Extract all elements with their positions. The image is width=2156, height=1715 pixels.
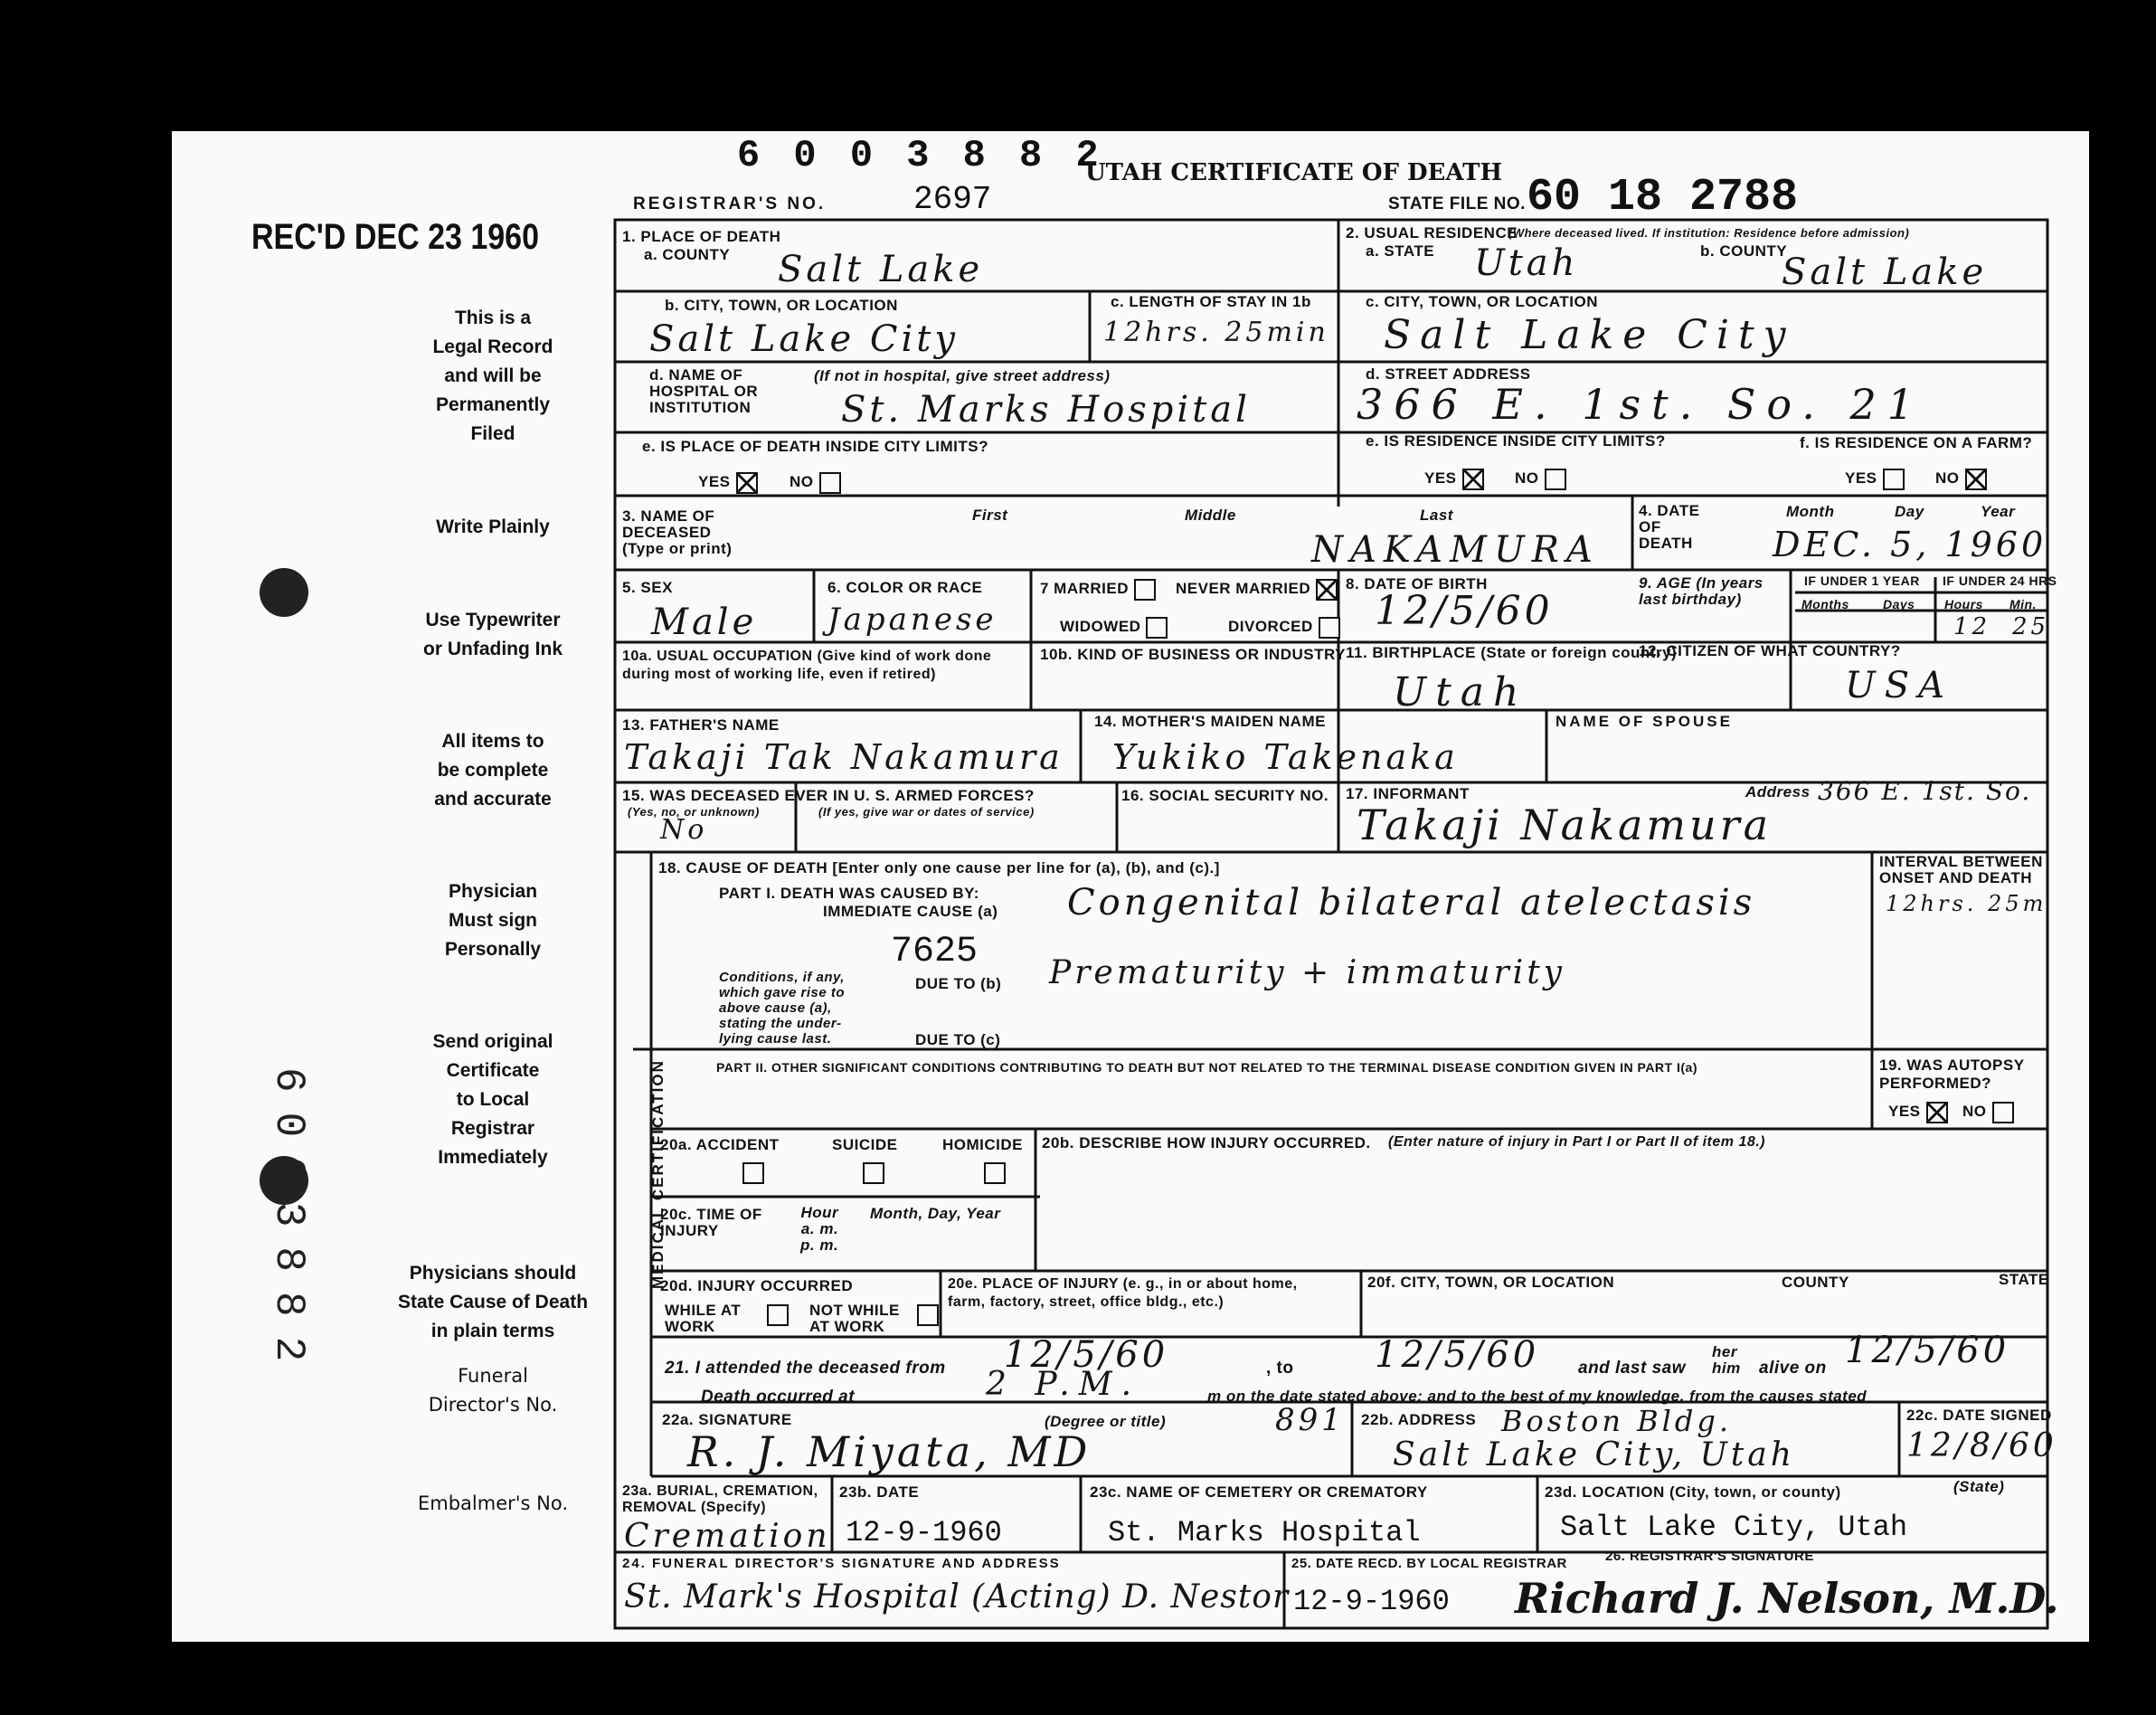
value-disposition: Cremation [624,1518,831,1555]
value-father: Takaji Tak Nakamura [624,737,1064,777]
label-name-deceased: 3. NAME OF DECEASED (Type or print) [622,507,733,557]
side-typewriter: Use Typewriter or Unfading Ink [423,610,563,659]
label-dob: 8. DATE OF BIRTH [1346,575,1488,592]
label-autopsy: 19. WAS AUTOPSY PERFORMED? [1879,1056,2025,1092]
checkbox-farm-no[interactable] [1935,469,1987,490]
label-armed-forces: 15. WAS DECEASED EVER IN U. S. ARMED FORCES? [622,787,1035,804]
checkbox-death-inside-yes[interactable] [698,472,758,494]
value-res-city: Salt Lake City [1384,312,1795,358]
value-registrar-signature: Richard J. Nelson, M.D. [1515,1574,2059,1623]
checkbox-res-inside-no[interactable] [1515,469,1566,490]
label-min: Min. [2009,597,2037,611]
value-county: Salt Lake [778,249,984,290]
value-street: 366 E. 1st. So. 21 [1357,380,1925,429]
value-cause-b: Prematurity + immaturity [1049,954,1565,991]
label-res-county: b. COUNTY [1700,242,1788,260]
value-informant-address: 366 E. 1st. So. [1818,776,2032,806]
value-death-date: DEC. 5, 1960 [1773,525,2047,564]
box-empty[interactable] [1134,579,1156,601]
value-mother: Yukiko Takenaka [1112,737,1459,777]
value-physician-signature: R. J. Miyata, MD [687,1427,1092,1476]
box-checked[interactable] [736,472,758,494]
label-describe-note: (Enter nature of injury in Part I or Part II of item 18.) [1388,1134,1766,1150]
label-interval: INTERVAL BETWEEN ONSET AND DEATH [1879,853,2043,886]
box-empty[interactable] [1545,469,1566,490]
label-month-day-year: Month, Day, Year [870,1205,1001,1222]
label-under-24: IF UNDER 24 HRS [1943,573,2057,588]
checkbox-death-inside-no[interactable] [790,472,841,494]
label-injury-city: 20f. CITY, TOWN, OR LOCATION [1367,1274,1615,1291]
label-father: 13. FATHER'S NAME [622,716,780,734]
label-alive-on: alive on [1759,1359,1827,1378]
received-stamp: REC'D DEC 23 1960 [251,217,540,257]
label-date-of-death: 4. DATE OF DEATH [1639,502,1700,552]
value-res-county: Salt Lake [1782,251,1988,293]
label-place-injury: 20e. PLACE OF INJURY (e. g., in or about home, farm, factory, street, office bldg., etc.) [948,1276,1298,1310]
box-checked[interactable] [1316,579,1338,601]
label-last-saw: and last saw [1578,1359,1686,1378]
side-send-original: Send original Certificate to Local Registrar Immediately [432,1031,553,1168]
no-label: NO [1515,469,1539,488]
value-cemetery-location: Salt Lake City, Utah [1560,1511,1908,1544]
value-interval-a: 12hrs. 25m [1886,891,2047,916]
divorced-label: DIVORCED [1228,618,1313,636]
label-burial: 23a. BURIAL, CREMATION, REMOVAL (Specify) [622,1483,818,1515]
value-disposition-date: 12-9-1960 [846,1516,1002,1549]
checkbox-widowed[interactable] [1060,617,1168,639]
state-file-label: STATE FILE NO. [1388,194,1526,213]
box-empty[interactable] [1319,617,1340,639]
label-date-23: 23b. DATE [839,1483,920,1501]
label-armed-note1: (Yes, no, or unknown) [628,805,760,819]
label-describe-injury: 20b. DESCRIBE HOW INJURY OCCURRED. [1042,1134,1371,1151]
label-not-while-at-work: NOT WHILE AT WORK [809,1302,900,1335]
side-physician-sign: Physician Must sign Personally [444,881,542,960]
value-cause-a: Congenital bilateral atelectasis [1067,882,1756,924]
box-checked[interactable] [1965,469,1987,490]
label-date-signed: 22c. DATE SIGNED [1906,1407,2052,1424]
label-funeral-signature: 24. FUNERAL DIRECTOR'S SIGNATURE AND ADDRESS [622,1556,1061,1571]
label-address: Address [1745,783,1811,801]
box-checked[interactable] [1462,469,1484,490]
value-alive-on: 12/5/60 [1845,1330,2010,1371]
label-res-city: c. CITY, TOWN, OR LOCATION [1366,293,1598,310]
label-medical-certification: MEDICAL CERTIFICATION [649,1059,667,1289]
label-under-1-year: IF UNDER 1 YEAR [1804,573,1920,588]
label-hospital-name: d. NAME OF HOSPITAL OR INSTITUTION [649,366,759,416]
label-street-address: d. STREET ADDRESS [1366,365,1531,383]
side-embalmer-no: Embalmer's No. [417,1492,569,1514]
label-injury-occurred: 20d. INJURY OCCURRED [660,1277,854,1294]
label-inside-city-res: e. IS RESIDENCE INSIDE CITY LIMITS? [1366,432,1666,450]
label-armed-note2: (If yes, give war or dates of service) [818,805,1035,819]
side-complete: All items to be complete and accurate [434,731,552,810]
no-label: NO [1935,469,1960,488]
label-spouse: NAME OF SPOUSE [1556,713,1733,730]
label-injury-county: COUNTY [1782,1274,1849,1291]
label-conditions: Conditions, if any, which gave rise to above cause (a), stating the under- lying cause last. [719,970,846,1047]
value-phys-address2: Salt Lake City, Utah [1393,1436,1795,1473]
box-empty[interactable] [1992,1102,2014,1123]
label-length-of-stay: c. LENGTH OF STAY IN 1b [1111,293,1311,310]
no-label: NO [1962,1103,1987,1121]
value-under24-min: 25 [2012,613,2050,640]
checkbox-suicide[interactable] [863,1162,884,1184]
value-date-recd: 12-9-1960 [1293,1585,1450,1618]
label-death-occurred: Death occurred at [701,1388,856,1407]
value-city: Salt Lake City [649,318,959,360]
label-location-23: 23d. LOCATION (City, town, or county) [1545,1483,1841,1501]
value-hospital: St. Marks Hospital [841,389,1251,431]
label-month: Month [1786,503,1835,520]
no-label: NO [790,473,814,491]
value-attended-to: 12/5/60 [1375,1334,1540,1376]
label-due-b: DUE TO (b) [915,975,1002,992]
value-res-state: Utah [1474,242,1579,284]
checkbox-married[interactable] [1040,579,1156,601]
label-hour-ampm: Hour a. m. p. m. [800,1204,839,1254]
label-usual-residence: 2. USUAL RESIDENCE [1346,224,1518,242]
vertical-stamp-number: 6003882 [265,1067,312,1382]
label-registrar-signature: 26. REGISTRAR'S SIGNATURE [1605,1549,1814,1564]
yes-label: YES [698,473,731,491]
yes-label: YES [1424,469,1457,488]
label-business: 10b. KIND OF BUSINESS OR INDUSTRY [1040,646,1346,663]
widowed-label: WIDOWED [1060,618,1141,636]
box-empty[interactable] [1883,469,1905,490]
value-stay: 12hrs. 25min [1103,317,1329,348]
value-date-signed: 12/8/60 [1906,1427,2057,1464]
box-empty[interactable] [1146,617,1168,639]
value-attended-from: 12/5/60 [1004,1334,1169,1376]
registrar-no-label: REGISTRAR'S NO. [633,194,827,213]
value-funeral-signature: St. Mark's Hospital (Acting) D. Nestor [624,1578,1290,1616]
label-birthplace: 11. BIRTHPLACE (State or foreign country) [1346,644,1678,661]
value-race: Japanese [827,602,998,638]
checkbox-not-while-at-work[interactable] [917,1304,939,1326]
side-legal-record: This is a Legal Record and will be Permanently Filed [432,308,553,444]
value-birthplace: Utah [1393,669,1528,715]
checkbox-autopsy-yes[interactable] [1888,1102,1948,1123]
label-while-at-work: WHILE AT WORK [665,1302,742,1335]
label-suicide: SUICIDE [832,1136,898,1153]
label-city-town: b. CITY, TOWN, OR LOCATION [665,297,898,314]
checkbox-accident[interactable] [742,1162,764,1184]
label-homicide: HOMICIDE [942,1136,1023,1153]
value-informant: Takaji Nakamura [1357,801,1773,849]
label-year: Year [1981,503,2016,520]
label-due-c: DUE TO (c) [915,1031,1001,1048]
label-signature: 22a. SIGNATURE [662,1411,792,1428]
checkbox-while-at-work[interactable] [767,1304,789,1326]
label-informant: 17. INFORMANT [1346,785,1470,802]
value-citizen: USA [1845,665,1953,706]
side-write-plainly: Write Plainly [436,516,550,537]
checkbox-never-married[interactable] [1176,579,1338,601]
label-immediate: IMMEDIATE CAUSE (a) [823,903,998,920]
label-day: Day [1895,503,1924,520]
label-accident: 20a. ACCIDENT [660,1136,780,1153]
yes-label: YES [1845,469,1877,488]
label-ssn: 16. SOCIAL SECURITY NO. [1121,787,1329,804]
value-name-last: NAKAMURA [1311,529,1600,571]
certificate-title: UTAH CERTIFICATE OF DEATH [1085,159,1503,186]
label-age: 9. AGE (In years last birthday) [1639,574,1764,608]
married-label: 7 MARRIED [1040,580,1130,598]
label-place-of-death: 1. PLACE OF DEATH [622,228,781,245]
label-injury-state: STATE [1999,1271,2049,1288]
state-file-no: 60 18 2788 [1527,172,1799,223]
label-citizen: 12. CITIZEN OF WHAT COUNTRY? [1639,642,1901,659]
value-dob: 12/5/60 [1375,588,1554,634]
value-armed: No [660,814,708,846]
label-sex: 5. SEX [622,579,673,596]
label-on-farm: f. IS RESIDENCE ON A FARM? [1800,434,2033,451]
label-degree: (Degree or title) [1045,1413,1167,1430]
value-cemetery: St. Marks Hospital [1108,1516,1421,1549]
label-res-state: a. STATE [1366,242,1435,260]
label-mother: 14. MOTHER'S MAIDEN NAME [1094,713,1326,730]
checkbox-farm-yes[interactable] [1845,469,1905,490]
yes-label: YES [1888,1103,1921,1121]
label-county: a. COUNTY [644,246,731,263]
registrar-no: 2697 [913,181,992,218]
box-checked[interactable] [1926,1102,1948,1123]
checkbox-divorced[interactable] [1228,617,1340,639]
side-physicians-cause: Physicians should State Cause of Death in plain terms [397,1263,589,1341]
value-sex: Male [651,602,758,643]
label-date-recd: 25. DATE RECD. BY LOCAL REGISTRAR [1291,1556,1567,1571]
label-her-him: her him [1712,1343,1741,1377]
value-code: 7625 [891,932,979,972]
label-hours: Hours [1944,597,1983,611]
value-physician-no: 891 [1275,1402,1345,1438]
label-to: , to [1266,1359,1294,1378]
value-phys-address1: Boston Bldg. [1501,1404,1732,1438]
label-usual-residence-note: (Where deceased lived. If institution: Residence before admission) [1508,226,1910,240]
label-inside-city-death: e. IS PLACE OF DEATH INSIDE CITY LIMITS? [642,438,989,455]
never-married-label: NEVER MARRIED [1176,580,1311,598]
value-death-time: 2 P.M. [986,1366,1141,1403]
side-funeral-director-no: Funeral Director's No. [428,1365,558,1416]
checkbox-homicide[interactable] [984,1162,1006,1184]
label-days: Days [1883,597,1915,611]
label-part1: PART I. DEATH WAS CAUSED BY: [719,885,979,902]
label-middle: Middle [1185,507,1236,524]
label-first: First [972,507,1008,524]
checkbox-autopsy-no[interactable] [1962,1102,2014,1123]
top-serial-number: 6 0 0 3 8 8 2 [737,134,1104,177]
label-state-23: (State) [1953,1478,2005,1495]
checkbox-res-inside-yes[interactable] [1424,469,1484,490]
label-part2: PART II. OTHER SIGNIFICANT CONDITIONS CONTRIBUTING TO DEATH BUT NOT RELATED TO THE TERMINAL DISEASE CONDITION GIVEN IN PART I(a) [716,1060,1697,1075]
label-cause-of-death: 18. CAUSE OF DEATH [Enter only one cause per line for (a), (b), and (c).] [658,859,1220,876]
box-empty[interactable] [819,472,841,494]
label-address-22: 22b. ADDRESS [1361,1411,1477,1428]
label-color-race: 6. COLOR OR RACE [827,579,983,596]
label-on-date: m on the date stated above; and to the best of my knowledge, from the causes stated [1207,1388,1868,1405]
label-months: Months [1801,597,1849,611]
value-under24-hours: 12 [1953,613,1991,640]
label-cemetery: 23c. NAME OF CEMETERY OR CREMATORY [1090,1483,1428,1501]
label-occupation: 10a. USUAL OCCUPATION (Give kind of work done during most of working life, even if retired) [622,649,992,682]
label-attended: 21. I attended the deceased from [665,1359,946,1378]
label-last: Last [1420,507,1453,524]
label-time-injury: 20c. TIME OF INJURY [660,1206,762,1239]
label-hospital-note: (If not in hospital, give street address) [814,367,1111,384]
